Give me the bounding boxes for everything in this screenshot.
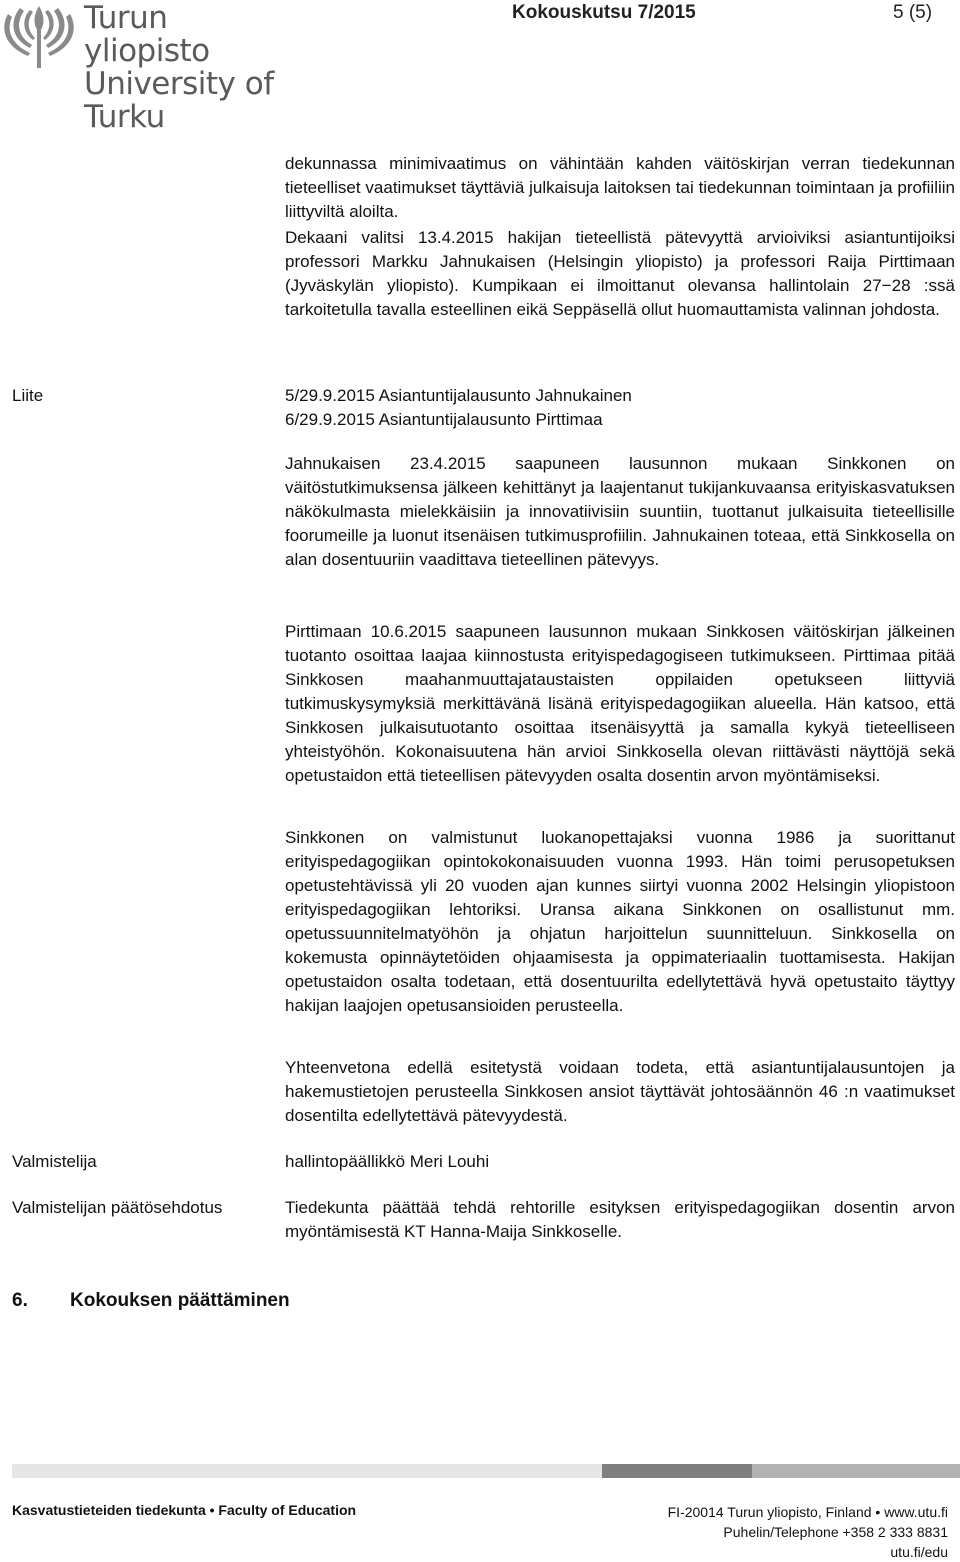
stripe-segment <box>12 1464 232 1478</box>
stripe-segment <box>412 1464 602 1478</box>
footer-address: FI-20014 Turun yliopisto, Finland • www.utu.fi <box>667 1504 948 1520</box>
torch-emblem-icon <box>0 0 78 70</box>
stripe-segment <box>752 1464 960 1478</box>
paragraph-teaching-merits: Sinkkonen on valmistunut luokanopettajaksi vuonna 1986 ja suorittanut erityispedagogiikan opintokokonaisuuden vuonna 1993. Hän toimi perusopetuksen opetustehtävissä yli 20 vuoden ajan kunnes siirtyi vuonna 2002 Helsingin yliopistoon erityispedagogiikan lehtoriksi. Uransa aikana Sinkkonen on osallistunut mm. opetussuunnitelmatyöhön ja ohjatun harjoittelun suunnitteluun. Sinkkosella on kokemusta opinnäytetöiden ohjaamisesta ja oppimateriaalin tuottamisesta. Hakijan opetustaidon osalta todetaan, että dosentuurilta edellytettävä hyvä opetustaito täyttyy hakijan laajojen opetusansioiden perusteella. <box>285 828 955 1015</box>
paragraph-requirements: dekunnassa minimivaatimus on vähintään kahden väitöskirjan verran tiedekunnan tieteelliset vaatimukset täyttäviä julkaisuja laitoksen tai tiedekunnan toimintaan ja profiiliin liittyviltä aloilta. <box>285 154 955 221</box>
university-name <box>84 2 300 134</box>
proposal-value: Tiedekunta päättää tehdä rehtorille esityksen erityispedagogiikan dosentin arvon myöntämisestä KT Hanna-Maija Sinkkoselle. <box>285 1198 955 1241</box>
paragraph-experts: Dekaani valitsi 13.4.2015 hakijan tieteellistä pätevyyttä arvioiviksi asiantuntijoiksi professori Markku Jahnukaisen (Helsingin yliopisto) ja professori Raija Pirttimaan (Jyväskylän yliopisto). Kumpikaan ei ilmoittanut olevansa hallintolain 27−28 :ssä tarkoitetulla tavalla esteellinen eikä Seppäsellä ollut huomauttamista valinnan johdosta. <box>285 228 955 319</box>
preparer-label: Valmistelija <box>12 1152 97 1171</box>
paragraph-jahnukainen-statement: Jahnukaisen 23.4.2015 saapuneen lausunnon mukaan Sinkkonen on väitöstutkimuksensa jälkeen kehittänyt ja laajentanut tukijankuvaansa erityiskasvatuksen näkökulmasta mielekkäisiin ja innovatiivisiin suuntiin, tuottanut julkaisuita tieteellisille foorumeille ja luonut itsenäisen tutkimusprofiilin. Jahnukainen toteaa, että Sinkkosella on alan dosentuuriin vaadittava tieteellinen pätevyys. <box>285 454 955 569</box>
footer-stripe-bar <box>12 1464 960 1478</box>
paragraph-summary: Yhteenvetona edellä esitetystä voidaan todeta, että asiantuntijalausuntojen ja hakemustietojen perusteella Sinkkosen ansiot täyttävät johtosäännön 46 :n vaatimukset dosentilta edellytettävä pätevyydestä. <box>285 1058 955 1125</box>
section-number: 6. <box>12 1290 28 1311</box>
section-heading <box>12 1290 290 1312</box>
logo-finnish-name: Turun yliopisto <box>84 0 210 69</box>
university-logo <box>0 0 300 135</box>
attachment-item: 5/29.9.2015 Asiantuntijalausunto Jahnukainen <box>285 386 632 405</box>
attachment-item: 6/29.9.2015 Asiantuntijalausunto Pirttimaa <box>285 410 603 429</box>
stripe-segment <box>232 1464 412 1478</box>
section-title: Kokouksen päättäminen <box>70 1290 290 1311</box>
footer-faculty: Kasvatustieteiden tiedekunta • Faculty of Education <box>12 1502 357 1518</box>
footer-contact <box>668 1502 948 1562</box>
footer-phone: Puhelin/Telephone +358 2 333 8831 <box>723 1524 948 1540</box>
stripe-segment <box>602 1464 752 1478</box>
proposal-label: Valmistelijan päätösehdotus <box>12 1198 223 1217</box>
page-number: 5 (5) <box>893 2 933 23</box>
document-title: Kokouskutsu 7/2015 <box>512 2 696 23</box>
attachment-label: Liite <box>12 386 44 405</box>
footer-web: utu.fi/edu <box>890 1544 948 1560</box>
paragraph-pirttimaa-statement: Pirttimaan 10.6.2015 saapuneen lausunnon mukaan Sinkkosen väitöskirjan jälkeinen tuotanto osoittaa laajaa kiinnostusta erityispedagogiseen tutkimukseen. Pirttimaa pitää Sinkkosen maahanmuuttajataustaisten oppilaiden opetukseen liittyviä tutkimuskysymyksiä merkittävänä lisänä erityispedagogiikan alueella. Hän katsoo, että Sinkkosen julkaisutuotanto osoittaa itsenäisyyttä ja samalla kykyä tieteelliseen yhteistyöhön. Kokonaisuutena hän arvioi Sinkkosella olevan riittävästi näyttöjä sekä opetustaidon että tieteellisen pätevyyden osalta dosentin arvon myöntämiseksi. <box>285 622 955 785</box>
logo-english-name: University of Turku <box>84 66 274 135</box>
preparer-value: hallintopäällikkö Meri Louhi <box>285 1152 490 1171</box>
